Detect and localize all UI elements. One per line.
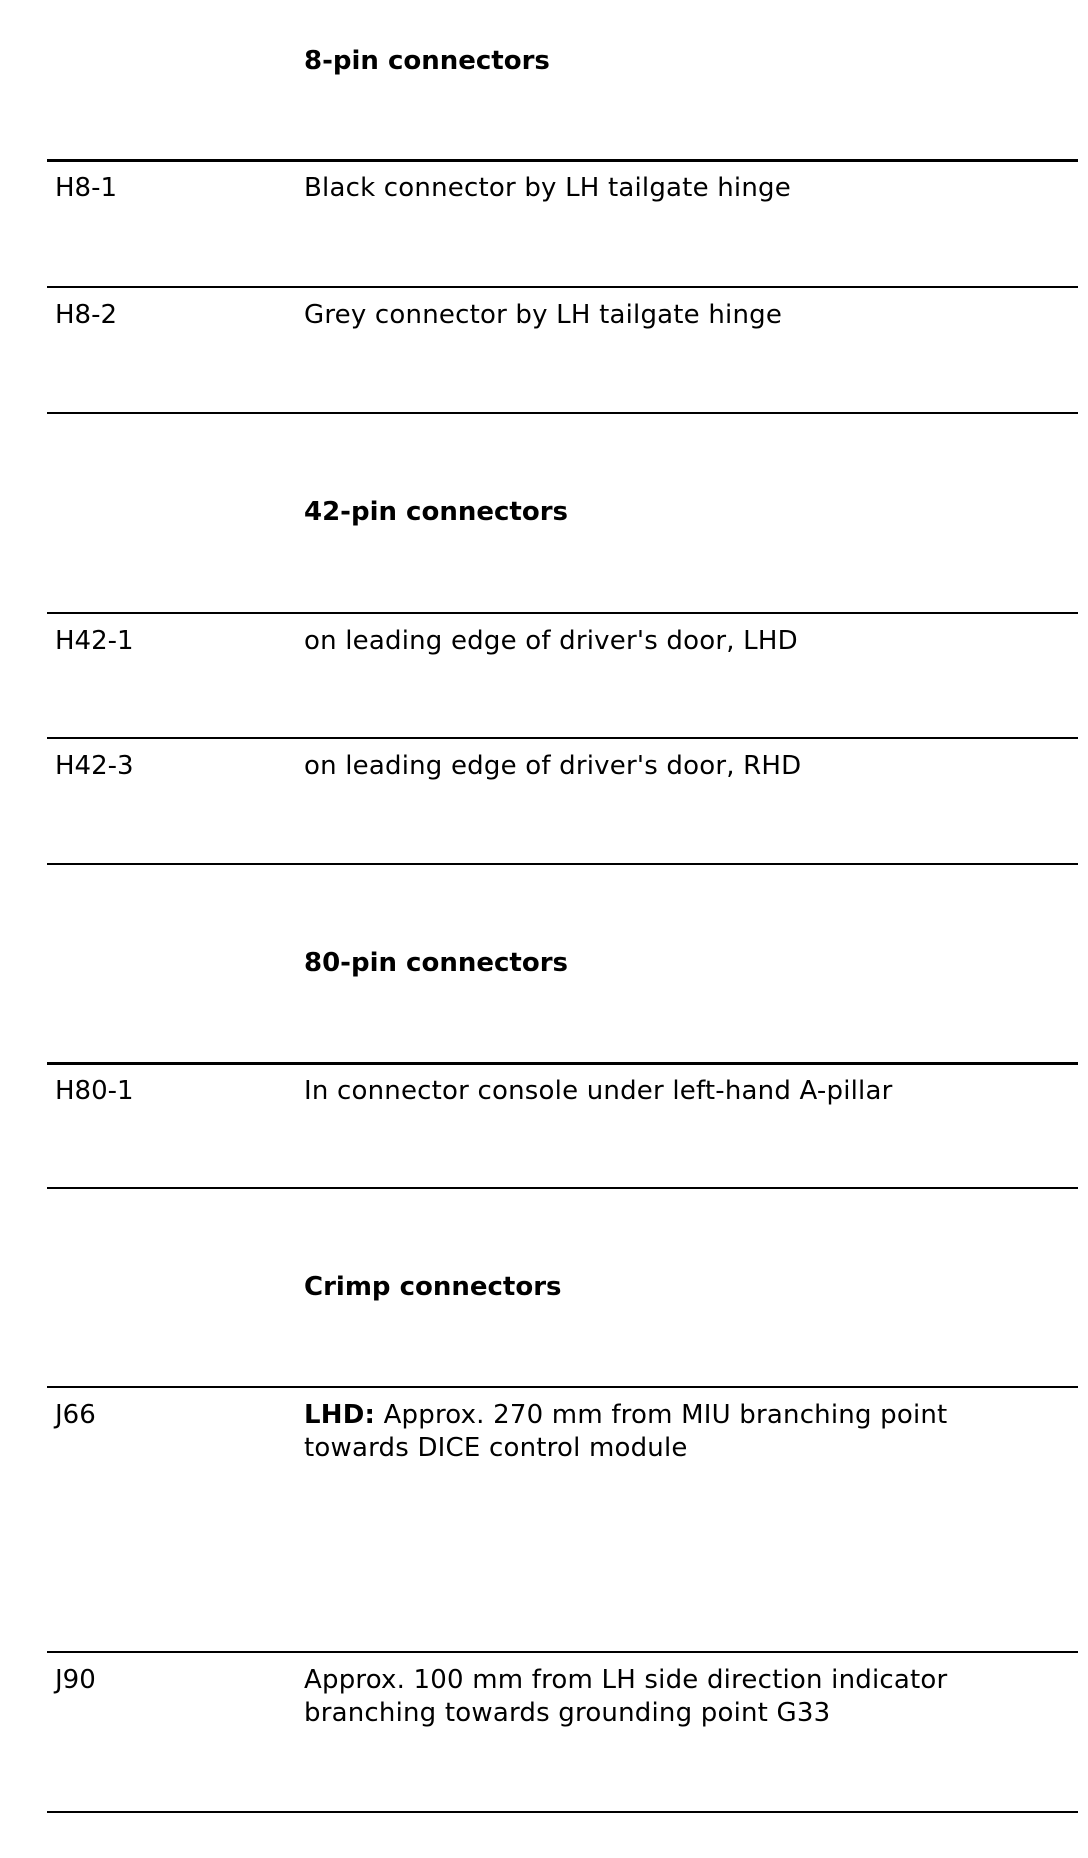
connector-code: J90	[55, 1665, 96, 1695]
section-title: Crimp connectors	[304, 1272, 562, 1302]
section-title: 80-pin connectors	[304, 948, 568, 978]
connector-code: H42-3	[55, 751, 134, 781]
connector-location: LHD: Approx. 270 mm from MIU branching point towards DICE control module	[304, 1400, 948, 1463]
table-divider	[47, 412, 1078, 414]
connector-location: on leading edge of driver's door, RHD	[304, 751, 802, 781]
connector-code: H8-1	[55, 173, 118, 203]
connector-location: on leading edge of driver's door, LHD	[304, 626, 798, 656]
connector-location: Grey connector by LH tailgate hinge	[304, 300, 783, 330]
connector-location: Approx. 100 mm from LH side direction indicator branching towards grounding point G33	[304, 1665, 948, 1728]
table-divider	[47, 1811, 1078, 1813]
table-divider	[47, 612, 1078, 614]
table-divider	[47, 1651, 1078, 1653]
table-divider	[47, 159, 1078, 162]
table-divider	[47, 1062, 1078, 1065]
section-title: 8-pin connectors	[304, 46, 550, 76]
drive-side-label: LHD:	[304, 1400, 376, 1430]
table-divider	[47, 286, 1078, 288]
table-divider	[47, 863, 1078, 865]
connector-code: H8-2	[55, 300, 118, 330]
connector-code: H80-1	[55, 1076, 134, 1106]
table-divider	[47, 1187, 1078, 1189]
connector-location: Black connector by LH tailgate hinge	[304, 173, 791, 203]
table-divider	[47, 1386, 1078, 1388]
connector-location: In connector console under left-hand A-pillar	[304, 1076, 893, 1106]
connector-code: H42-1	[55, 626, 134, 656]
connector-code: J66	[55, 1400, 96, 1430]
table-divider	[47, 737, 1078, 739]
section-title: 42-pin connectors	[304, 497, 568, 527]
